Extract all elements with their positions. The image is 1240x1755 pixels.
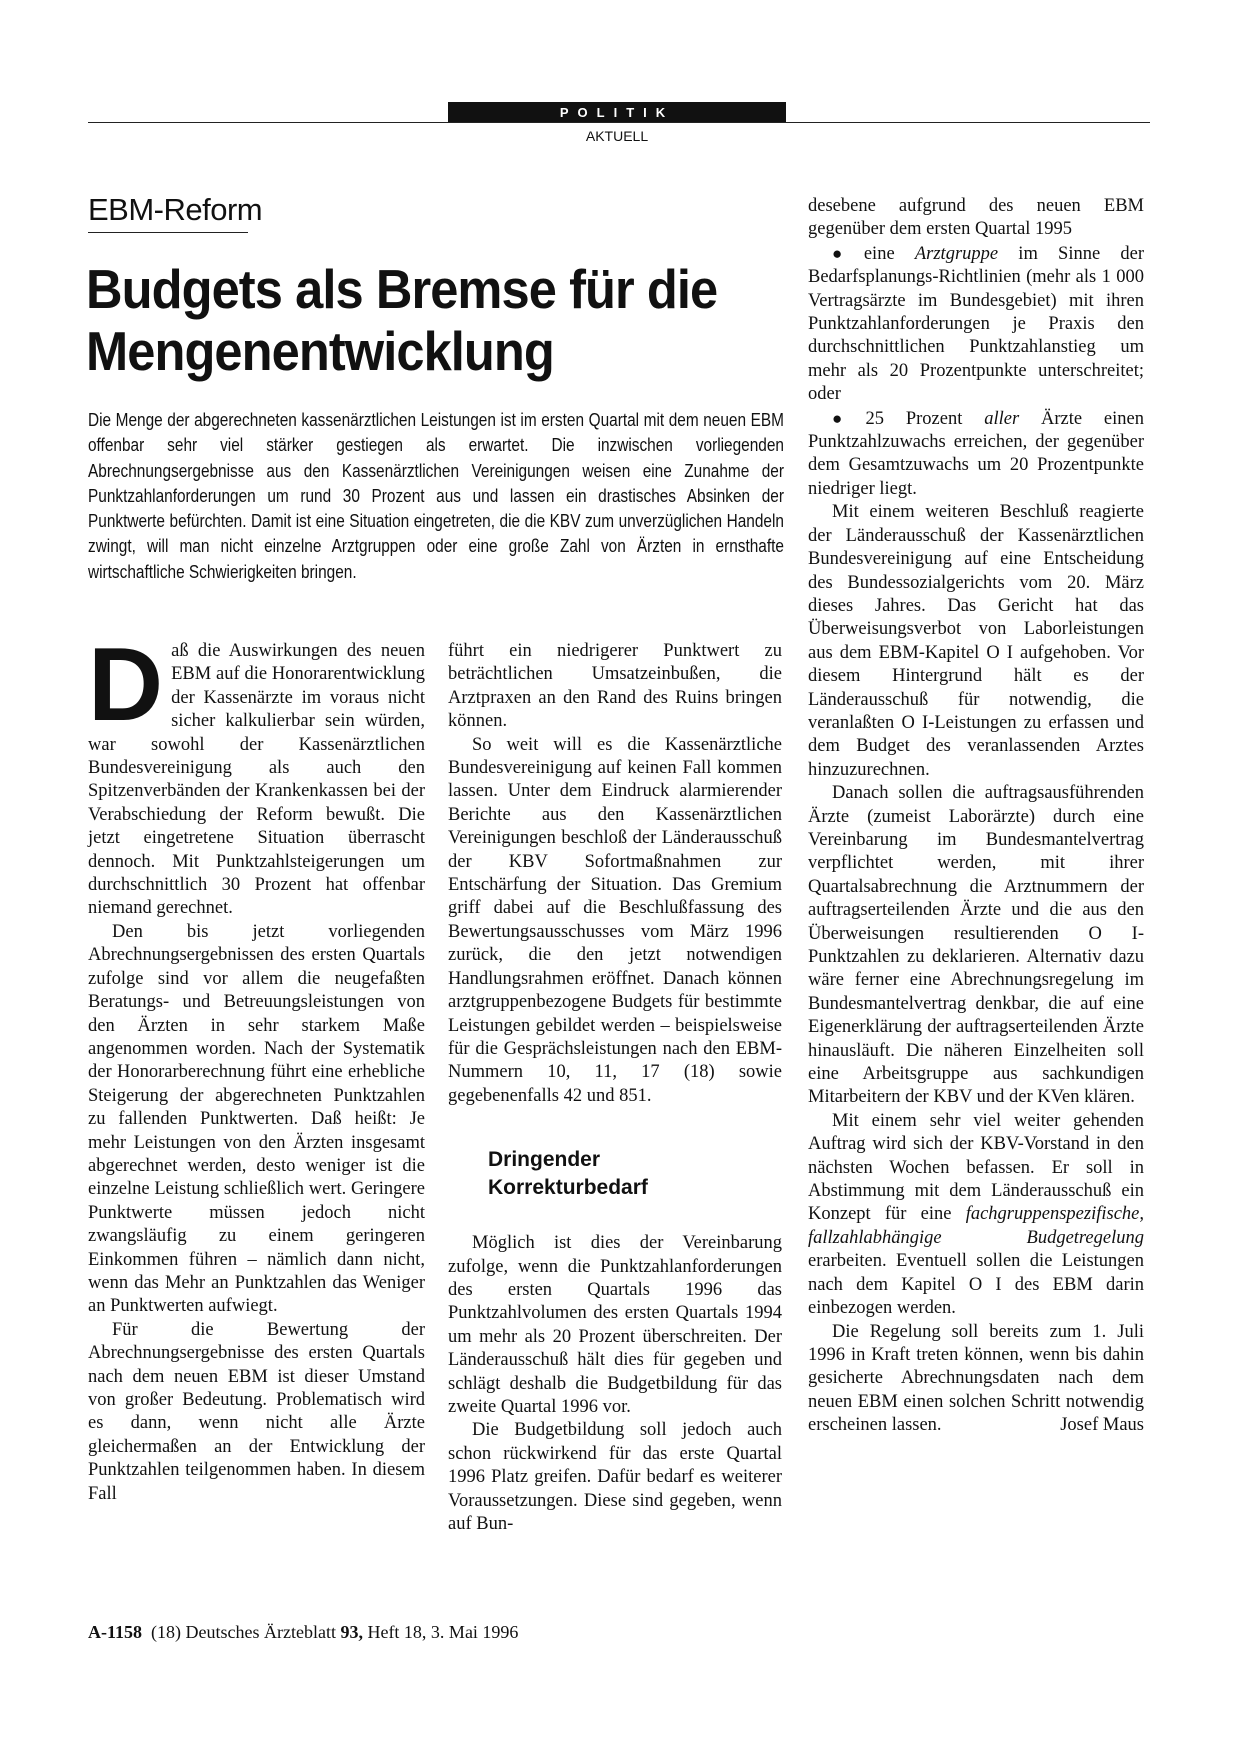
subheading: Dringender Korrekturbedarf [488,1148,648,1200]
kicker-underline [88,232,248,233]
section-label: POLITIK [448,102,786,123]
paragraph: Den bis jetzt vorliegenden Abrechnungsergebnissen des ersten Quartals zufolge sind vor allem die neugefaßten Beratungs- und Betreuungsleistungen von den Ärzten in sehr starkem Maße angenommen worden. Nach der Systematik der Honorarberechnung führt eine erhebliche Steigerung der abgerechneten Punktzahlen zu fallenden Punktwerten. Daß heißt: Je mehr Leistungen von den Ärzten insgesamt abgerechnet werden, desto weniger ist die einzelne Leistung schließlich wert. Geringere Punktwerte müssen jedoch nicht zwangsläufig zu einem geringeren Einkommen führen – nämlich dann nicht, wenn das Mehr an Punktzahlen das Weniger an Punktwerten aufwiegt. [88,921,425,1317]
drop-cap: D [88,627,164,743]
bullet-item: ● 25 Prozent aller Ärzte einen Punktzahlzuwachs erreichen, der gegenüber dem Gesamtzuwachs um 20 Prozentpunkte niedriger liegt. [808,407,1144,502]
paragraph: Mit einem weiteren Beschluß reagierte der Länderausschuß der Kassenärztlichen Bundesvereinigung auf eine Entscheidung des Bundessozialgerichts vom 20. März dieses Jahres. Das Gericht hat das Überweisungsverbot von Laborleistungen aus dem EBM-Kapitel O I aufgehoben. Vor diesem Hintergrund hält es der Länderausschuß für notwendig, die veranlaßten O I-Leistungen zu erfassen und dem Budget des veranlassenden Arztes hinzuzurechnen. [808,502,1144,780]
paragraph: desebene aufgrund des neuen EBM gegenüber dem ersten Quartal 1995 [808,196,1144,240]
paragraph: Möglich ist dies der Vereinbarung zufolge, wenn die Punktzahlanforderungen des ersten Quartals 1996 das Punktzahlvolumen des ersten Quartals 1994 um mehr als 20 Prozent überschreiten. Der Länderausschuß hält dies für gegeben und schlägt deshalb die Budgetbildung für das zweite Quartal 1996 vor. [448,1233,782,1417]
paragraph: Die Regelung soll bereits zum 1. Juli 1996 in Kraft treten können, wenn bis dahin gesicherte Abrechnungsdaten nach dem neuen EBM einen solchen Schritt notwendig erscheinen lassen. Josef Maus [808,1321,1144,1438]
bullet-item: ● eine Arztgruppe im Sinne der Bedarfsplanungs-Richtlinien (mehr als 1 000 Vertragsärzte im Bundesgebiet) mit ihren Punktzahlanforderungen je Praxis den durchschnittlichen Punktzahlanstieg um mehr als 20 Prozentpunkte unterschreitet; oder [808,242,1144,407]
column-3 [808,195,1144,1438]
issue-page: (18) [151,1622,181,1642]
column-1 [88,627,425,1506]
page-number: A-1158 [88,1622,142,1642]
subsection-label: AKTUELL [585,128,649,144]
column-2 [448,640,782,1536]
paragraph: Daß die Auswirkungen des neuen EBM auf die Honorarentwicklung der Kassenärzte im voraus nicht sicher kalkulierbar sein würden, war sowohl der Kassenärztlichen Bundesvereinigung als auch den Spitzenverbänden der Krankenkassen bei der Verabschiedung der Reform bewußt. Die jetzt eingetretene Situation überrascht dennoch. Mit Punktzahlsteigerungen um durchschnittlich 30 Prozent hat offenbar niemand gerechnet. [88,627,425,919]
header-rule [88,122,1150,123]
paragraph: Die Budgetbildung soll jedoch auch schon rückwirkend für das erste Quartal 1996 Platz greifen. Dafür bedarf es weiterer Voraussetzungen. Diese sind gegeben, wenn auf Bun- [448,1420,782,1534]
article-headline: Budgets als Bremse für die Mengenentwicklung [86,258,718,382]
paragraph: Mit einem sehr viel weiter gehenden Auftrag wird sich der KBV-Vorstand in den nächsten Wochen befassen. Er soll in Abstimmung mit dem Länderausschuß ein Konzept für eine fachgruppenspezifische, fallzahlabhängige Budgetregelung erarbeiten. Eventuell sollen die Leistungen nach dem Kapitel O I des EBM darin einbezogen werden. [808,1110,1144,1319]
paragraph: Danach sollen die auftragsausführenden Ärzte (zumeist Laborärzte) durch eine Vereinbarung im Bundesmantelvertrag verpflichtet werden, mit ihrer Quartalsabrechnung die Arztnummern der auftragserteilenden Ärzte und die aus den Überweisungen resultierenden O I-Punktzahlen zu deklarieren. Alternativ dazu wäre ferner eine Abrechnungsregelung im Bundesmantelvertrag denkbar, die auf eine Eigenerklärung der auftragserteilenden Ärzte hinausläuft. Die näheren Einzelheiten soll eine Arbeitsgruppe aus sachkundigen Mitarbeitern der KBV und der KVen klären. [808,783,1144,1108]
volume-number: 93, [340,1622,363,1642]
issue-date: Heft 18, 3. Mai 1996 [367,1622,519,1642]
author-signature: Josef Maus [1060,1415,1144,1436]
journal-name: Deutsches Ärzteblatt [185,1622,336,1642]
paragraph: Für die Bewertung der Abrechnungsergebnisse des ersten Quartals nach dem neuen EBM ist dieser Umstand von großer Bedeutung. Problematisch wird es dann, wenn nicht alle Ärzte gleichermaßen an der Entwicklung der Punktzahlen teilgenommen haben. In diesem Fall [88,1319,425,1504]
page-footer [88,1622,518,1643]
paragraph: führt ein niedrigerer Punktwert zu beträchtlichen Umsatzeinbußen, die Arztpraxen an den Rand des Ruins bringen können. [448,641,782,732]
article-kicker: EBM-Reform [88,192,263,227]
paragraph: So weit will es die Kassenärztliche Bundesvereinigung auf keinen Fall kommen lassen. Unter dem Eindruck alarmierender Berichte aus den Kassenärztlichen Vereinigungen beschloß der Länderausschuß der KBV Sofortmaßnahmen zur Entschärfung der Situation. Das Gremium griff dabei auf die Beschlußfassung des Bewertungsausschusses vom März 1996 zurück, die den jetzt notwendigen Handlungsrahmen eröffnet. Danach können arztgruppenbezogene Budgets für bestimmte Leistungen gebildet werden – beispielsweise für die Gesprächsleistungen nach den EBM-Nummern 10, 11, 17 (18) sowie gegebenenfalls 42 und 851. [448,734,782,1106]
article-lead: Die Menge der abgerechneten kassenärztlichen Leistungen ist im ersten Quartal mit dem neuen EBM offenbar sehr viel stärker gestiegen als erwartet. Die inzwischen vorliegenden Abrechnungsergebnisse aus den Kassenärztlichen Vereinigungen weisen eine Zunahme der Punktzahlanforderungen um rund 30 Prozent aus und lassen ein drastisches Absinken der Punktwerte befürchten. Damit ist eine Situation eingetreten, die die KBV zum unverzüglichen Handeln zwingt, will man nicht einzelne Arztgruppen oder eine große Zahl von Ärzten in ernsthafte wirtschaftliche Schwierigkeiten bringen. [88,410,784,582]
